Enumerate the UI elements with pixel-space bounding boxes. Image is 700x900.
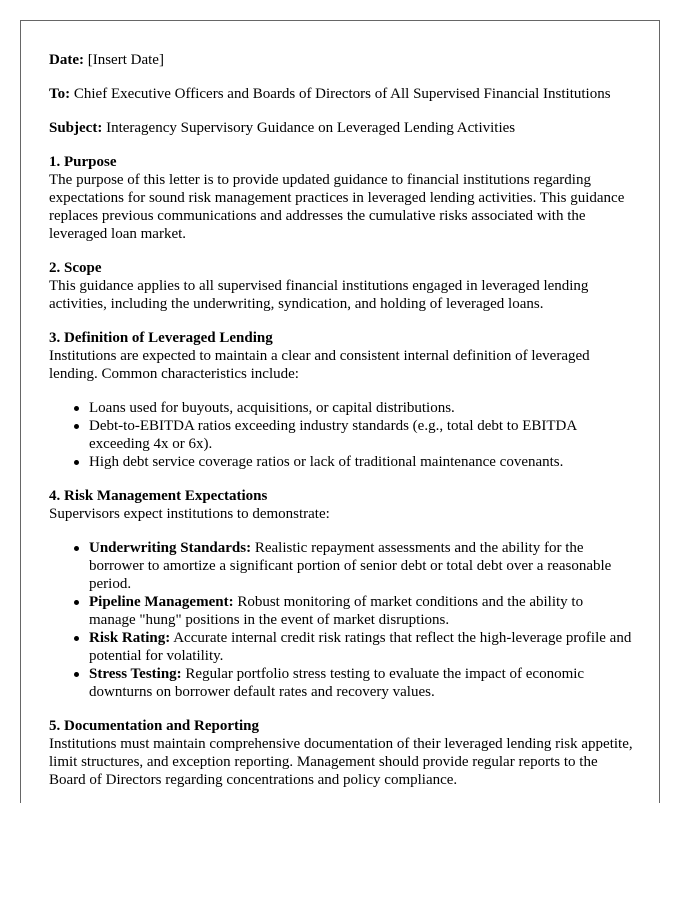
- to-value: Chief Executive Officers and Boards of Directors of All Supervised Financial Institutions: [73, 86, 611, 102]
- letter-content: [49, 51, 633, 803]
- section-purpose: [49, 153, 633, 243]
- bullet-icon: [74, 600, 79, 605]
- list-item: [89, 539, 633, 593]
- recipient-line: [49, 85, 633, 103]
- list-item-text: Loans used for buyouts, acquisitions, or capital distributions.: [89, 400, 455, 416]
- list-item-term: Stress Testing:: [89, 666, 182, 682]
- list-item-text: Accurate internal credit risk ratings that reflect the high-leverage profile and potential for volatility.: [89, 630, 632, 664]
- bullet-icon: [74, 424, 79, 429]
- section-heading: 1. Purpose: [49, 154, 117, 170]
- section-risk-management: [49, 487, 633, 701]
- expectations-list: [49, 539, 633, 701]
- list-item: [89, 629, 633, 665]
- list-item-text: Debt-to-EBITDA ratios exceeding industry standards (e.g., total debt to EBITDA exceeding 4x or 6x).: [89, 418, 577, 452]
- section-scope: [49, 259, 633, 313]
- list-item-term: Risk Rating:: [89, 630, 171, 646]
- subject-value: Interagency Supervisory Guidance on Leveraged Lending Activities: [106, 120, 516, 136]
- section-heading: 4. Risk Management Expectations: [49, 488, 268, 504]
- list-item-term: Pipeline Management:: [89, 594, 234, 610]
- list-item: [89, 453, 633, 471]
- section-definition: [49, 329, 633, 471]
- bullet-icon: [74, 672, 79, 677]
- section-heading: 3. Definition of Leveraged Lending: [49, 330, 273, 346]
- list-item-text: Robust monitoring of market conditions and the ability to manage "hung" positions in the event of market disruptions.: [89, 594, 584, 628]
- list-item: [89, 399, 633, 417]
- list-item: [89, 665, 633, 701]
- bullet-icon: [74, 460, 79, 465]
- list-item-text: Realistic repayment assessments and the ability for the borrower to amortize a significant portion of senior debt or total debt over a reasonable period.: [89, 540, 612, 592]
- section-body: Institutions are expected to maintain a clear and consistent internal definition of leveraged lending. Common characteristics include:: [49, 348, 590, 382]
- list-item: [89, 593, 633, 629]
- list-item: [89, 417, 633, 453]
- section-body: Institutions must maintain comprehensive documentation of their leveraged lending risk appetite, limit structures, and exception reporting. Management should provide regular reports to the Board of Directors regarding concentrations and policy compliance.: [49, 736, 633, 788]
- section-heading: 2. Scope: [49, 260, 102, 276]
- letter-page: [20, 20, 660, 803]
- list-item-text: Regular portfolio stress testing to evaluate the impact of economic downturns on borrower default rates and recovery values.: [89, 666, 585, 700]
- section-heading: 5. Documentation and Reporting: [49, 718, 260, 734]
- bullet-icon: [74, 406, 79, 411]
- section-body: The purpose of this letter is to provide updated guidance to financial institutions regarding expectations for sound risk management practices in leveraged lending activities. This guidance replaces previous communications and addresses the cumulative risks associated with the leveraged loan market.: [49, 172, 625, 242]
- section-documentation: [49, 717, 633, 789]
- section-body: This guidance applies to all supervised financial institutions engaged in leveraged lending activities, including the underwriting, syndication, and holding of leveraged loans.: [49, 278, 589, 312]
- bullet-icon: [74, 636, 79, 641]
- date-label: Date:: [49, 52, 84, 68]
- subject-line: [49, 119, 633, 137]
- list-item-text: High debt service coverage ratios or lack of traditional maintenance covenants.: [89, 454, 564, 470]
- date-line: [49, 51, 633, 69]
- subject-label: Subject:: [49, 120, 103, 136]
- date-value: [Insert Date]: [87, 52, 164, 68]
- characteristics-list: [49, 399, 633, 471]
- bullet-icon: [74, 546, 79, 551]
- section-body: Supervisors expect institutions to demonstrate:: [49, 506, 330, 522]
- list-item-term: Underwriting Standards:: [89, 540, 252, 556]
- to-label: To:: [49, 86, 71, 102]
